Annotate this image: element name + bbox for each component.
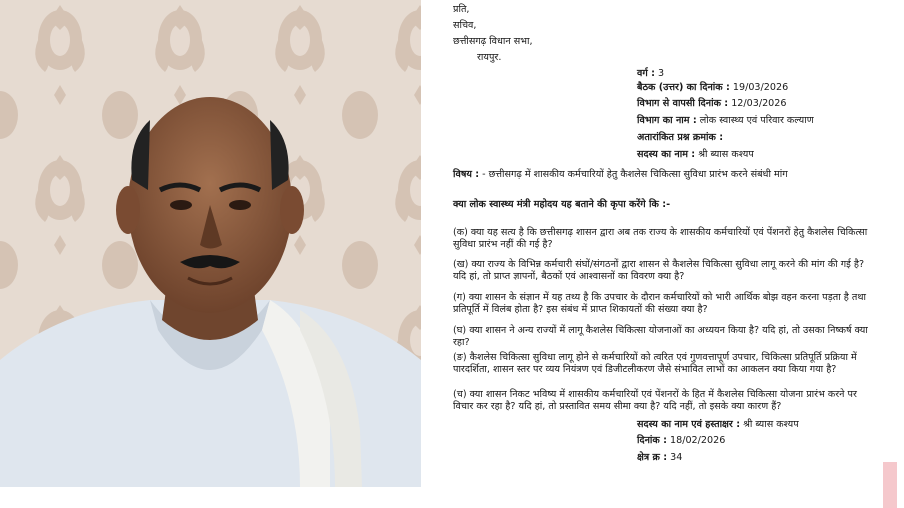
meta-baithak-label: बैठक (उत्तर) का दिनांक :	[637, 82, 730, 93]
signature-date-label: दिनांक :	[637, 435, 667, 446]
signature-name	[637, 419, 799, 431]
question-kha: (ख) क्या राज्य के विभिन्न कर्मचारी संघों/संगठनों द्वारा शासन से कैशलेस चिकित्सा सुविधा लागू करने की मांग की गई है? यदि हां, तो प्राप्त ज्ञापनों, बैठकों एवं आश्वासनों का विवरण क्या है?	[453, 259, 865, 283]
question-ga: (ग) क्या शासन के संज्ञान में यह तथ्य है कि उपचार के दौरान कर्मचारियों को भारी आर्थिक बोझ वहन करना पड़ता है तथा प्रतिपूर्ति में विलंब होता है? इस संबंध में प्राप्त शिकायतों की संख्या क्या है?	[453, 292, 866, 316]
meta-vibhag-value: लोक स्वास्थ्य एवं परिवार कल्याण	[699, 115, 814, 126]
bottom-margin	[0, 487, 904, 508]
signature-name-value: श्री ब्यास कश्यप	[743, 419, 799, 430]
subject-text: - छत्तीसगढ़ में शासकीय कर्मचारियों हेतु कैशलेस चिकित्सा सुविधा प्रारंभ करने संबंधी मांग	[482, 169, 788, 180]
question-gha: (घ) क्या शासन ने अन्य राज्यों में लागू कैशलेस चिकित्सा योजनाओं का अध्ययन किया है? यदि हां, तो उसका निष्कर्ष क्या रहा?	[453, 325, 868, 349]
subject-label: विषय :	[453, 169, 480, 180]
intro-text: क्या लोक स्वास्थ्य मंत्री महोदय यह बताने की कृपा करेंगे कि :-	[453, 199, 671, 210]
right-margin	[876, 0, 904, 508]
question-document	[421, 0, 876, 487]
signature-area-label: क्षेत्र क्र :	[637, 452, 668, 463]
address-line-sachiv: सचिव,	[453, 20, 477, 31]
address-line-sabha: छत्तीसगढ़ विधान सभा,	[453, 36, 533, 47]
meta-varg-label: वर्ग :	[637, 68, 655, 79]
signature-date	[637, 435, 725, 447]
meta-baithak-value: 19/03/2026	[732, 82, 789, 93]
portrait-image	[0, 0, 421, 487]
question-cha: (च) क्या शासन निकट भविष्य में शासकीय कर्मचारियों एवं पेंशनरों के हित में कैशलेस चिकित्सा योजना प्रारंभ करने पर विचार कर रहा है? यदि हां, तो प्रस्तावित समय सीमा क्या है? यदि नहीं, तो इसके क्या कारण हैं?	[453, 389, 857, 413]
question-ka: (क) क्या यह सत्य है कि छत्तीसगढ़ शासन द्वारा अब तक राज्य के शासकीय कर्मचारियों एवं पेंशनरों हेतु कैशलेस चिकित्सा सुविधा प्रारंभ नहीं की गई है?	[453, 227, 868, 251]
meta-prashn-label: अतारांकित प्रश्न क्रमांक :	[637, 132, 724, 143]
meta-varg-value: 3	[657, 68, 665, 79]
meta-vibhag-label: विभाग का नाम :	[637, 115, 697, 126]
signature-area-value: 34	[670, 452, 683, 463]
signature-name-label: सदस्य का नाम एवं हस्ताक्षर :	[637, 419, 741, 430]
meta-vapsi-value: 12/03/2026	[731, 98, 787, 109]
question-nga: (ङ) कैशलेस चिकित्सा सुविधा लागू होने से कर्मचारियों को त्वरित एवं गुणवत्तापूर्ण उपचार, चिकित्सा प्रतिपूर्ति प्रक्रिया में पारदर्शिता, शासन स्तर पर व्यय नियंत्रण एवं डिजीटलीकरण जैसे संभावित लाभों का आकलन क्या किया गया है?	[453, 352, 857, 376]
address-line-prati: प्रति,	[453, 4, 470, 15]
meta-vapsi	[637, 98, 787, 110]
subject	[453, 169, 788, 181]
edge-color-mark	[883, 462, 897, 508]
meta-sadasya	[637, 149, 754, 161]
meta-vibhag	[637, 115, 814, 127]
signature-date-value: 18/02/2026	[670, 435, 726, 446]
meta-varg	[637, 68, 664, 80]
address-line-raipur: रायपुर.	[477, 52, 502, 63]
meta-vapsi-label: विभाग से वापसी दिनांक :	[637, 98, 729, 109]
member-photo	[0, 0, 421, 487]
signature-area	[637, 452, 682, 464]
meta-sadasya-value: श्री ब्यास कश्यप	[698, 149, 754, 160]
meta-sadasya-label: सदस्य का नाम :	[637, 149, 696, 160]
meta-prashn	[637, 132, 723, 144]
meta-baithak	[637, 82, 788, 94]
